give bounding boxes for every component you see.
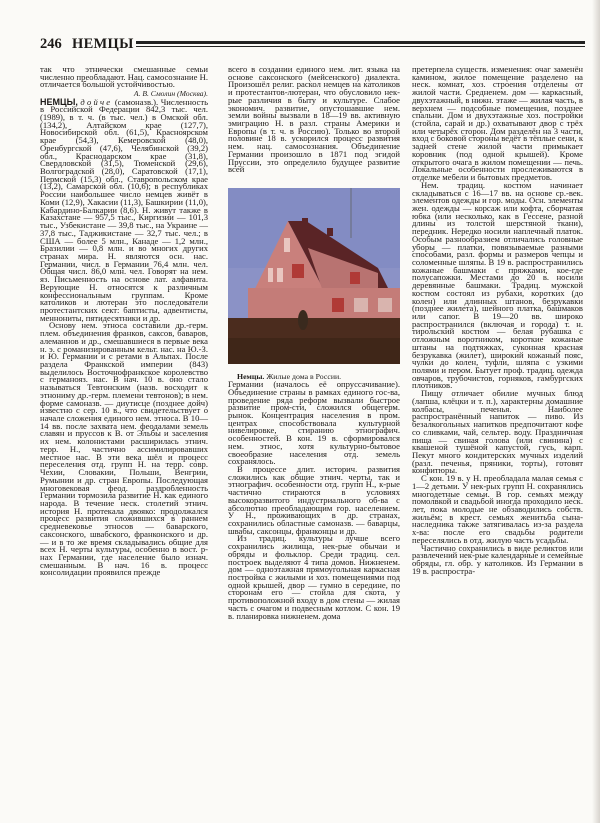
paragraph: всего в создании единого нем. лит. языка на основе саксонского (мейсенского) диалекта. Произошёл религ. раскол немцев на католиков и протестантов-лютеран, что обусловило нек-рые различия в быту и культуре. Слабое экономич. развитие, опустошавшие нем. земли войны вызвали в 18—19 вв. активную эмиграцию Н. в разл. страны Америки и Европы (в т. ч. в Россию). Только во второй половине 18 в. ускорился процесс развития нем. нац. самосознания. Объединение Германии произошло в 1871 под эгидой Пруссии, это определило будущее развитие всей <box>228 64 400 175</box>
author-signature: А. В. Смолин (Москва). <box>133 88 208 98</box>
house-photo <box>228 188 400 364</box>
paragraph: Основу нем. этноса составили др.-герм. плем. объединения франков, саксов, баваров, алеманнов и др., смешавшиеся в первые века н. э. с романизированным кельт. нас. на Ю.-З. и Ю. Германии и с ретами в Альпах. После раздела Франкской империи (843) выделилось Восточнофранкское королевство с германояз. нас. В нач. 10 в. оно стало называться Тевтонским (назв. восходит к этнониму др.-герм. племени тевтонов); в нем. форме самоназв. — диутисце (позднее дойч) известно с сер. 10 в., что свидетельствует о начале сложения единого нем. этноса. В 10—14 вв. после захвата нем. феодалами земель славян и пруссов к В. от Эльбы и заселения их нем. колонистами расширилась этнич. терр. Н., частично ассимилировавших местное нас. В эти века шёл и процесс переселения отд. групп Н. на терр. совр. Чехии, Словакии, Польши, Венгрии, Румынии и др. стран Европы. Последующая многовековая феод. раздробленность Германии тормозила развитие Н. как единого народа. В течение неск. столетий этнич. история Н. протекала двояко: продолжался процесс развития сложившихся в раннем средневековье этносов — баварского, саксонского, швабского, франконского и др. — и в то же время складывались общие для всех Н. черты культуры, особенно в вост. р-нах Германии, где население было изнач. смешанным. В нач. 16 в. процесс консолидации проявился прежде <box>40 320 208 578</box>
column-left <box>40 66 208 577</box>
page-edge-shadow <box>592 0 600 823</box>
running-title: НЕМЦЫ <box>72 36 134 52</box>
paragraph: Из традиц. культуры лучше всего сохранились жилища, нек-рые обычаи и обряды и фольклор. Среди традиц. сел. построек выделяют 4 типа домов. Нижненем. дом — одноэтажная прямоугольная каркасная постройка с жилыми и хоз. помещениями под одной крышей, двор — гумно в середине, по сторонам его — стойла для скота, у противоположной входу в дом стены — жилая часть с очагом и подвесным котлом. С кон. 19 в. планировка нижненем. дома <box>228 533 400 621</box>
page-number: 246 <box>40 36 62 52</box>
paragraph: Нем. традиц. костюм начинает складываться с 16—17 вв. на основе ср.-век. элементов одежды и гор. моды. Осн. элементы жен. одежды — корсаж или кофта, сборчатая юбка (или несколько, как в Гессене, разной длины из толстой шерстяной ткани), передник. Нередко носили наплечный платок. Особым разнообразием отличались головные уборы — платки, повязываемые разными способами, разл. формы и размеров чепцы и соломенные шляпы. В 19 в. распространились кожаные башмаки с пряжками, кое-где полусапожки. Местами до 20 в. носили деревянные башмаки. Традиц. мужской костюм состоял из рубахи, коротких (до колен) или длинных штанов, безрукавки (позднее жилета), шейного платка, башмаков или сапог. В 19—20 вв. широко распространился (включая и города) т. н. тирольский костюм — белая рубашка с отложным воротником, короткие кожаные штаны на подтяжках, суконная красная безрукавка (жилет), широкий кожаный пояс, чулки до колен, туфли, шляпа с узкими полями и пером. Бытует проф. традиц. одежда овчаров, трубочистов, горняков, гамбургских плотников. <box>412 179 583 391</box>
paragraph: С кон. 19 в. у Н. преобладала малая семья с 1—2 детьми. У нек-рых групп Н. сохранялись многодетные семьи. В гор. семьях между помолвкой и свадьбой иногда проходило неск. лет, пока молодые не обзаводились собств. жильём; в крест. семьях женитьба сына-наследника также затягивалась из-за раздела х-ва: после его свадьбы родители переселялись в отд. жилую часть усадьбы. <box>412 473 583 545</box>
column-middle <box>228 66 400 620</box>
caption-text: Жилые дома в России. <box>264 372 342 382</box>
header-rule <box>136 41 585 47</box>
entry-text: (самоназв.). Численность в Российской Федерации 842,3 тыс. чел. (1989), в т. ч. (в тыс. чел.) в Омской обл. (134,2), Алтайском крае (127,7), Новосибирской обл. (61,5), Красноярском крае (54,3), Кемеровской (48,0), Оренбургской (47,6), Челябинской (39,2) обл., Краснодарском крае (31,8), Свердловской (31,5), Тюменской (29,6), Волгоградской (28,0), Саратовской (17,1), Пермской (15,3) обл., Ставропольском крае (13,2), Самарской обл. (10,6); в республиках России наибольшее число немцев живёт в Коми (12,9), Хакасии (11,3), Башкирии (11,0), Кабардино-Балкарии (8,6). Н. живут также в Казахстане — 957,5 тыс., Киргизии — 101,3 тыс., Узбекистане — 39,8 тыс., на Украине — 37,8 тыс., Таджикистане — 32,7 тыс. чел.; в США — более 5 млн., Канаде — 1,2 млн., Бразилии — 0,8 млн. и во многих других странах мира. Н. являются осн. нас. Германии, числ. в Германии 76,4 млн. чел. Общая числ. 86,0 млн. чел. Говорят на нем. яз. Письменность на основе лат. алфавита. Верующие Н. относятся к различным конфессиональным группам. Кроме католиков и лютеран это последователи протестантских сект: баптисты, адвентисты, меннониты, пятидесятники и др. <box>40 96 208 323</box>
paragraph: В процессе длит. историч. развития сложились как общие этнич. черты, так и этнографич. особенности отд. групп Н., к-рые частично стираются в условиях высокоразвитого индустриального об-ва с абсолютно преобладающим гор. населением. У Н., проживающих в др. странах, сохранились областные самоназв. — баварцы, швабы, саксонцы, франконцы и др. <box>228 463 400 536</box>
paragraph: Пищу отличает обилие мучных блюд (лапша, клёцки и т. п.), характерны домашние колбасы, печенья. Наиболее распространённый напиток — пиво. Из безалкогольных напитков предпочитают кофе со сливками, чай, сельтер. воду. Праздничная пища — свиная голова (или свинина) с квашеной тушёной капустой, гусь, карп. Пекут много кондитерских мучных изделий (разл. печенья, пряники, торты), готовят конфитюры. <box>412 388 583 476</box>
paragraph: Германии (началось её опруссачивание). Объединение страны в рамках единого гос-ва, проведение ряда реформ вызвали быстрое развитие пром-сти, сложился общегерм. рынок. Концентрация населения в пром. центрах способствовала культурной нивелировке, стиранию этнографич. особенностей. В кон. 19 в. сформировался нем. этнос, хотя культурно-бытовое своеобразие населения отд. земель сохранялось. <box>228 379 400 467</box>
page-header <box>40 36 585 54</box>
entry-paragraph <box>40 96 208 323</box>
entry-headword: НЕМЦЫ, <box>40 96 78 107</box>
paragraph: Частично сохранились в виде реликтов или развлечений нек-рые календарные и семейные обряды, гл. обр. у католиков. Из Германии в 19 в. распростра- <box>412 542 583 576</box>
column-right <box>412 66 583 575</box>
paragraph: так что этнически смешанные семьи численно преобладают. Нац. самосознание Н. отличается большой устойчивостью. <box>40 64 208 90</box>
caption-label: Немцы. <box>237 372 265 382</box>
entry-selfname: дойче <box>80 96 113 107</box>
paragraph: претерпела существ. изменения: очаг заменён камином, жилое помещение разделено на неск. комнат, хоз. строения отделены от жилой части. Средненем. дом — каркасный, двухэтажный, в нижн. этаже — жилая часть, в верхнем — подсобные помещения, позднее спальни. Дом и двухэтажные хоз. постройки (стойла, сарай и др.) охватывают двор с трёх или четырёх сторон. Дом разделён на 3 части, вход с боковой стороны ведёт в тёплые сени, к задней стене жилой части примыкает коровник (под одной крышей). Кроме открытого очага в жилом помещении — печь. Локальные особенности прослеживаются в отделке мебели и бытовых предметов. <box>412 64 583 183</box>
